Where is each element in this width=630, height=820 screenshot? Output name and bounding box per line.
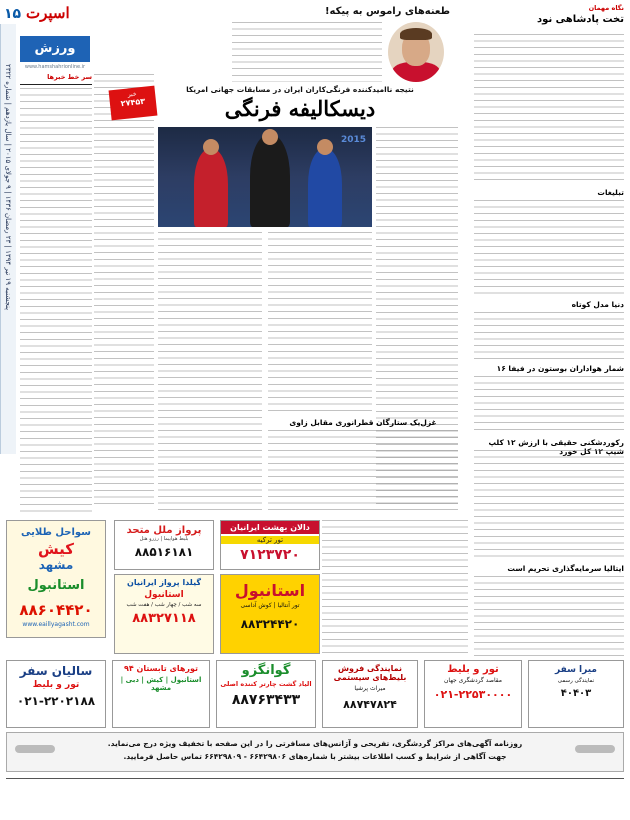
side-strip [0,24,16,454]
center-box-head: غزل‌یک ستارگان قطرانوری مقابل زاوی [289,418,437,427]
ad-pm-phone: ۸۸۵۱۶۱۸۱ [134,545,194,559]
ad-gongishk[interactable] [216,660,316,728]
guest-view-kicker: نگاه مهمان [588,4,624,12]
plane-icon [15,745,55,753]
ad-tour-line: مقاصد گردشگری جهان [443,677,503,684]
ad-pm-title: پرواز ملل متحد [126,525,202,536]
ramos-headline: طعنه‌های راموس به پیکه! [324,6,450,17]
ad-istanbul-title: استانبول [234,581,306,600]
ad-pm-sub: بلیط هواپیما | رزرو هتل [139,536,189,542]
center-box-body [268,430,458,515]
ramos-photo [388,22,444,82]
ad-gilda-title: گیلدا پرواز ایرانیان [127,578,201,587]
ad-salian-line: تور و بلیط [32,680,80,690]
ad-istanbul[interactable] [220,574,320,654]
sidebar-body-2 [474,200,624,295]
main-kicker: نتیجه ناامیدکننده فرنگی‌کاران ایران در مسابقات جهانی امریکا [186,85,414,94]
sidebar-head-3: دنیا مدل کوتاه [571,300,624,309]
footer-line-1: روزنامه آگهی‌های مراکز گردشگری، تفریحی و آژانس‌های مسافرتی را در این صفحه با تخفیف ویژه درج می‌نماید. [107,739,523,748]
sidebar-body-6 [474,576,624,656]
site-url: www.hamshahrionline.ir [24,64,86,70]
ad-mirahr-title: میرا سفر [555,665,597,675]
footer-rule [6,778,624,779]
ad-masafer[interactable] [6,520,106,638]
ad-tour-title: تور و بلیط [447,664,499,675]
left-kicker: سر خط خبرها [47,74,92,81]
footer-line-2: جهت آگاهی از شرایط و کسب اطلاعات بیشتر با شماره‌های ۶۶۴۲۹۸۰۶ - ۶۶۴۲۹۸۰۹ تماس حاصل فرمایید. [123,752,507,761]
left-column [20,74,92,514]
ad-masafer-line4: استانبول [27,578,85,593]
ad-gilda[interactable] [114,574,214,654]
issue-info: پنجشنبه ۱۹ تیر ۱۳۹۴ | ۲۳ رمضان ۱۴۳۶ | ۹ جولای ۲۰۱۵ | سال یازدهم | شماره ۲۳۲۲ [4,64,12,311]
ad-salian-phone: ۰۲۱-۲۲۰۲۱۸۸ [16,694,96,708]
left-column-2 [94,74,154,514]
ramos-body [232,22,382,82]
page-number: ۱۵ [4,6,22,22]
ad-gongishk-phone: ۸۸۷۶۳۴۳۳ [231,692,301,708]
ad-summer-title: تورهای تابستان ۹۴ [123,664,199,673]
ad-summer-line: استانبول | کیش | دبی | مشهد [120,676,202,692]
sidebar-head-2: تبلیغات [597,188,624,197]
ad-miras-persia[interactable] [322,660,418,728]
sidebar-body-3 [474,312,624,360]
ad-masafer-line1: سواحل طلایی [20,527,92,538]
sidebar-head-4: شمار هواداران بوستون در فیفا ۱۶ [496,364,624,373]
ad-istanbul-line: تور آنتالیا | کوش آداسی [240,602,300,609]
ad-istanbul-phone: ۸۸۳۲۴۴۲۰ [240,617,300,631]
sidebar-head-5: رکوردشکنی حقیقی با ارزش ۱۲ کلپ شیپ ۱۲ کل خورد [488,438,624,456]
ad-mirahr-phone: ۴۰۴۰۳ [560,688,592,699]
ad-masafer-line2: کیش [37,540,75,558]
main-headline: دیسکالیفه فرنگی [224,96,376,121]
plane-icon [575,745,615,753]
ad-tour-phone: ۰۲۱-۲۲۵۳۰۰۰۰ [433,688,513,701]
ad-summer-tours[interactable] [112,660,210,728]
ad-dalan-sub: تور ترکیه [221,536,319,544]
wrestling-photo [158,127,372,227]
badge-number: ۲۷۴۵۳ [120,96,146,109]
ad-dalan-phone: ۷۱۲۳۷۲۰ [240,547,300,563]
ad-mira-safar[interactable] [528,660,624,728]
guest-view-header [474,4,624,25]
ad-salian-title: سالیان سفر [19,664,93,678]
lower-story [322,520,468,654]
ad-gilda-phone: ۸۸۳۲۷۱۱۸ [132,611,196,626]
guest-view-title: تخت پادشاهی نود [537,14,624,25]
main-body-col3 [268,232,372,412]
sidebar-body-5 [474,450,624,560]
ad-parvaz-melal[interactable] [114,520,214,570]
masthead-logo: اسپرت [26,4,70,22]
sidebar-body-4 [474,376,624,434]
ad-tour-ticket[interactable] [424,660,522,728]
ad-masafer-phone: ۸۸۶۰۴۴۲۰ [19,601,93,619]
ad-miras-line: میراث پرشیا [354,685,386,692]
ad-masafer-line3: مشهد [38,558,74,572]
ad-gilda-dest: استانبول [144,590,184,600]
arena-banner: 2015 [340,135,366,145]
ad-mirahr-line: نمایندگی رسمی [557,678,595,684]
ad-masafer-web: www.eaillyagasht.com [22,621,90,628]
sidebar-head-6: ایتالیا سرمایه‌گذاری تحریم است [507,564,624,573]
ad-salian[interactable] [6,660,106,728]
ad-gongishk-line: الیاد گشت چارتر کننده اصلی [220,680,312,688]
section-tag: ورزش [20,36,90,62]
main-body-col2 [158,232,262,512]
guest-view-body [474,34,624,184]
ad-miras-phone: ۸۸۷۴۷۸۲۴ [343,698,397,711]
ad-gilda-line: سه شب / چهار شب / هفت شب [126,602,202,608]
ad-miras-title: نمایندگی فروش بلیط‌های سیستمی [333,664,407,682]
badge-label: خبر [127,90,137,99]
ad-gongishk-title: گوانگزو [241,663,291,678]
ad-footer-banner [6,732,624,772]
ad-dalan[interactable] [220,520,320,570]
ad-dalan-title: دالان بهشت ایرانیان [221,521,319,534]
